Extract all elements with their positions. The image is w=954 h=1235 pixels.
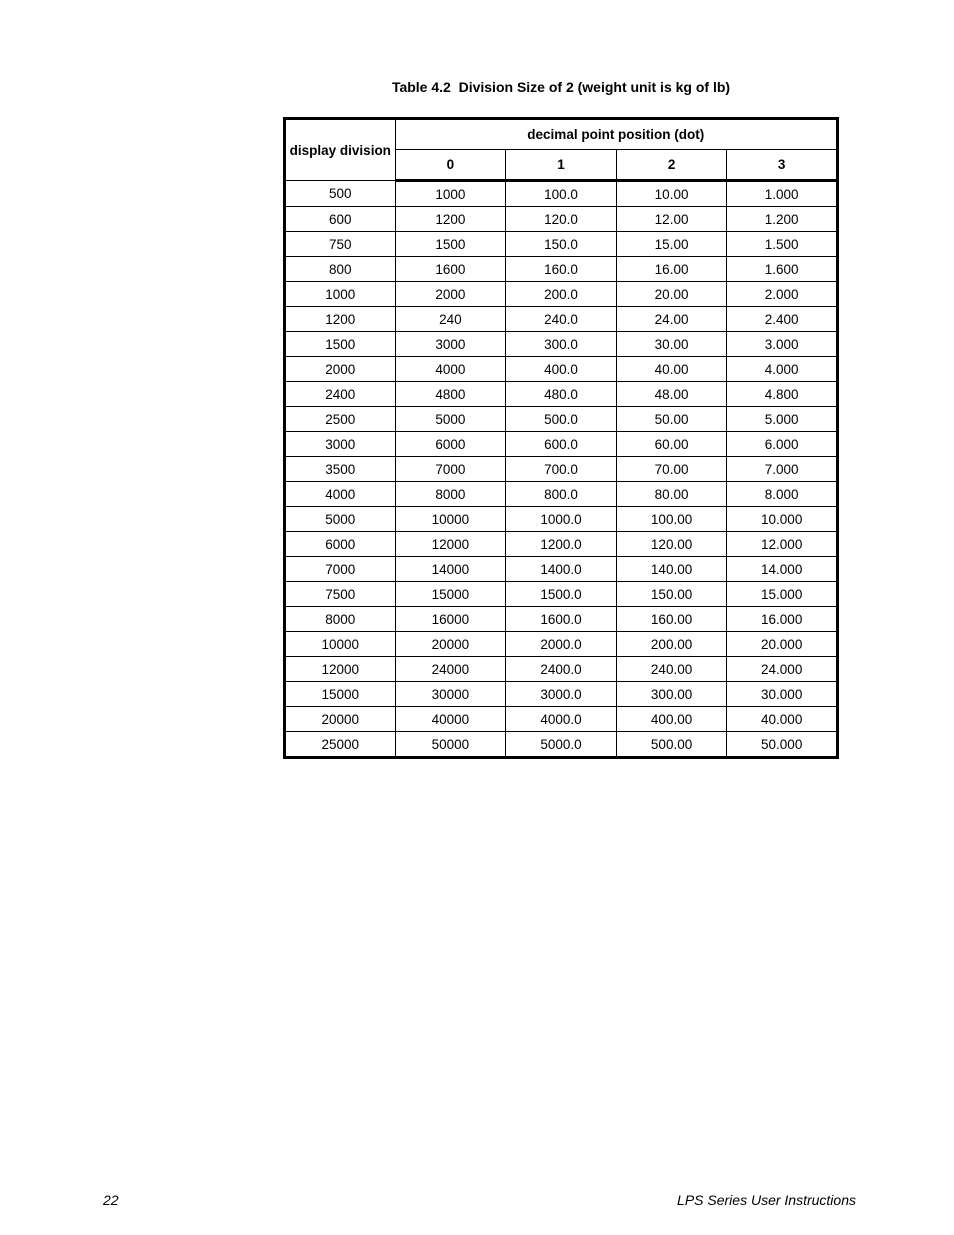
division-value-cell: 120.00 [616,532,727,557]
display-division-cell: 2000 [285,357,396,382]
table-row [285,557,838,582]
division-value-cell: 1000.0 [506,507,617,532]
division-value-cell: 15000 [395,582,506,607]
division-value-cell: 100.00 [616,507,727,532]
division-value-cell: 1500.0 [506,582,617,607]
division-value-cell: 6000 [395,432,506,457]
division-value-cell: 10.00 [616,181,727,207]
division-value-cell: 4000.0 [506,707,617,732]
table-row [285,207,838,232]
division-value-cell: 14.000 [727,557,838,582]
display-division-cell: 20000 [285,707,396,732]
division-value-cell: 40000 [395,707,506,732]
table-row [285,532,838,557]
document-title: LPS Series User Instructions [677,1192,856,1208]
division-value-cell: 16000 [395,607,506,632]
table-row [285,732,838,758]
division-value-cell: 800.0 [506,482,617,507]
division-value-cell: 160.00 [616,607,727,632]
display-division-cell: 1000 [285,282,396,307]
table-row [285,432,838,457]
division-value-cell: 12.00 [616,207,727,232]
division-value-cell: 1.000 [727,181,838,207]
division-value-cell: 600.0 [506,432,617,457]
division-size-table [283,117,839,759]
division-value-cell: 150.0 [506,232,617,257]
display-division-cell: 500 [285,181,396,207]
division-value-cell: 30.00 [616,332,727,357]
division-value-cell: 1600 [395,257,506,282]
division-value-cell: 60.00 [616,432,727,457]
division-value-cell: 20.00 [616,282,727,307]
display-division-cell: 15000 [285,682,396,707]
division-value-cell: 80.00 [616,482,727,507]
display-division-cell: 25000 [285,732,396,758]
division-value-cell: 4800 [395,382,506,407]
display-division-cell: 1200 [285,307,396,332]
division-value-cell: 6.000 [727,432,838,457]
column-header: 0 [395,150,506,181]
division-value-cell: 40.00 [616,357,727,382]
division-value-cell: 160.0 [506,257,617,282]
table-row [285,482,838,507]
division-value-cell: 240.0 [506,307,617,332]
division-value-cell: 48.00 [616,382,727,407]
table-row [285,657,838,682]
table-row [285,332,838,357]
display-division-cell: 12000 [285,657,396,682]
division-value-cell: 8.000 [727,482,838,507]
division-value-cell: 12.000 [727,532,838,557]
division-value-cell: 140.00 [616,557,727,582]
table-row [285,257,838,282]
division-value-cell: 30000 [395,682,506,707]
table-body [285,181,838,758]
display-division-cell: 1500 [285,332,396,357]
display-division-cell: 600 [285,207,396,232]
display-division-cell: 8000 [285,607,396,632]
table-row [285,307,838,332]
division-value-cell: 150.00 [616,582,727,607]
division-value-cell: 12000 [395,532,506,557]
division-value-cell: 400.0 [506,357,617,382]
display-division-cell: 7000 [285,557,396,582]
division-value-cell: 200.0 [506,282,617,307]
division-value-cell: 3000.0 [506,682,617,707]
division-value-cell: 200.00 [616,632,727,657]
division-value-cell: 300.0 [506,332,617,357]
table-row [285,382,838,407]
division-value-cell: 5.000 [727,407,838,432]
table-row [285,582,838,607]
division-value-cell: 1000 [395,181,506,207]
division-value-cell: 1.200 [727,207,838,232]
division-value-cell: 480.0 [506,382,617,407]
division-value-cell: 2400.0 [506,657,617,682]
division-value-cell: 120.0 [506,207,617,232]
division-value-cell: 400.00 [616,707,727,732]
division-value-cell: 5000.0 [506,732,617,758]
division-value-cell: 15.00 [616,232,727,257]
display-division-cell: 4000 [285,482,396,507]
display-division-cell: 3500 [285,457,396,482]
division-value-cell: 1600.0 [506,607,617,632]
division-value-cell: 7000 [395,457,506,482]
division-value-cell: 1.600 [727,257,838,282]
column-header: 2 [616,150,727,181]
division-value-cell: 1.500 [727,232,838,257]
division-value-cell: 2000 [395,282,506,307]
display-division-cell: 750 [285,232,396,257]
division-value-cell: 30.000 [727,682,838,707]
division-value-cell: 10.000 [727,507,838,532]
table-row [285,407,838,432]
division-value-cell: 16.00 [616,257,727,282]
table-row [285,682,838,707]
division-value-cell: 240 [395,307,506,332]
division-value-cell: 1400.0 [506,557,617,582]
group-header-decimal-point: decimal point position (dot) [395,119,837,150]
display-division-cell: 2400 [285,382,396,407]
division-value-cell: 300.00 [616,682,727,707]
division-value-cell: 14000 [395,557,506,582]
table-row [285,282,838,307]
division-value-cell: 10000 [395,507,506,532]
display-division-cell: 6000 [285,532,396,557]
division-value-cell: 1500 [395,232,506,257]
division-value-cell: 4.000 [727,357,838,382]
table-row [285,457,838,482]
division-value-cell: 70.00 [616,457,727,482]
division-value-cell: 24.000 [727,657,838,682]
column-header: 3 [727,150,838,181]
division-value-cell: 2.000 [727,282,838,307]
division-value-cell: 700.0 [506,457,617,482]
division-value-cell: 24000 [395,657,506,682]
division-value-cell: 4000 [395,357,506,382]
division-value-cell: 2.400 [727,307,838,332]
table-row [285,632,838,657]
division-value-cell: 1200 [395,207,506,232]
division-value-cell: 3.000 [727,332,838,357]
division-value-cell: 240.00 [616,657,727,682]
division-value-cell: 100.0 [506,181,617,207]
division-value-cell: 3000 [395,332,506,357]
division-value-cell: 7.000 [727,457,838,482]
table-row [285,232,838,257]
division-value-cell: 50.00 [616,407,727,432]
division-value-cell: 40.000 [727,707,838,732]
table-row [285,507,838,532]
division-value-cell: 15.000 [727,582,838,607]
division-value-cell: 20000 [395,632,506,657]
column-header: 1 [506,150,617,181]
division-value-cell: 2000.0 [506,632,617,657]
division-value-cell: 4.800 [727,382,838,407]
division-value-cell: 8000 [395,482,506,507]
table-row [285,181,838,207]
display-division-cell: 10000 [285,632,396,657]
division-value-cell: 16.000 [727,607,838,632]
display-division-cell: 800 [285,257,396,282]
display-division-cell: 7500 [285,582,396,607]
division-value-cell: 50.000 [727,732,838,758]
table-caption: Table 4.2 Division Size of 2 (weight unit is kg of lb) [391,79,731,95]
division-value-cell: 24.00 [616,307,727,332]
table-row [285,607,838,632]
display-division-cell: 2500 [285,407,396,432]
division-value-cell: 20.000 [727,632,838,657]
division-value-cell: 500.0 [506,407,617,432]
page-number: 22 [103,1192,119,1208]
division-value-cell: 50000 [395,732,506,758]
display-division-cell: 5000 [285,507,396,532]
division-value-cell: 1200.0 [506,532,617,557]
division-value-cell: 5000 [395,407,506,432]
table-row [285,357,838,382]
table-row [285,707,838,732]
row-header-display-division: display division [285,119,396,181]
display-division-cell: 3000 [285,432,396,457]
division-value-cell: 500.00 [616,732,727,758]
